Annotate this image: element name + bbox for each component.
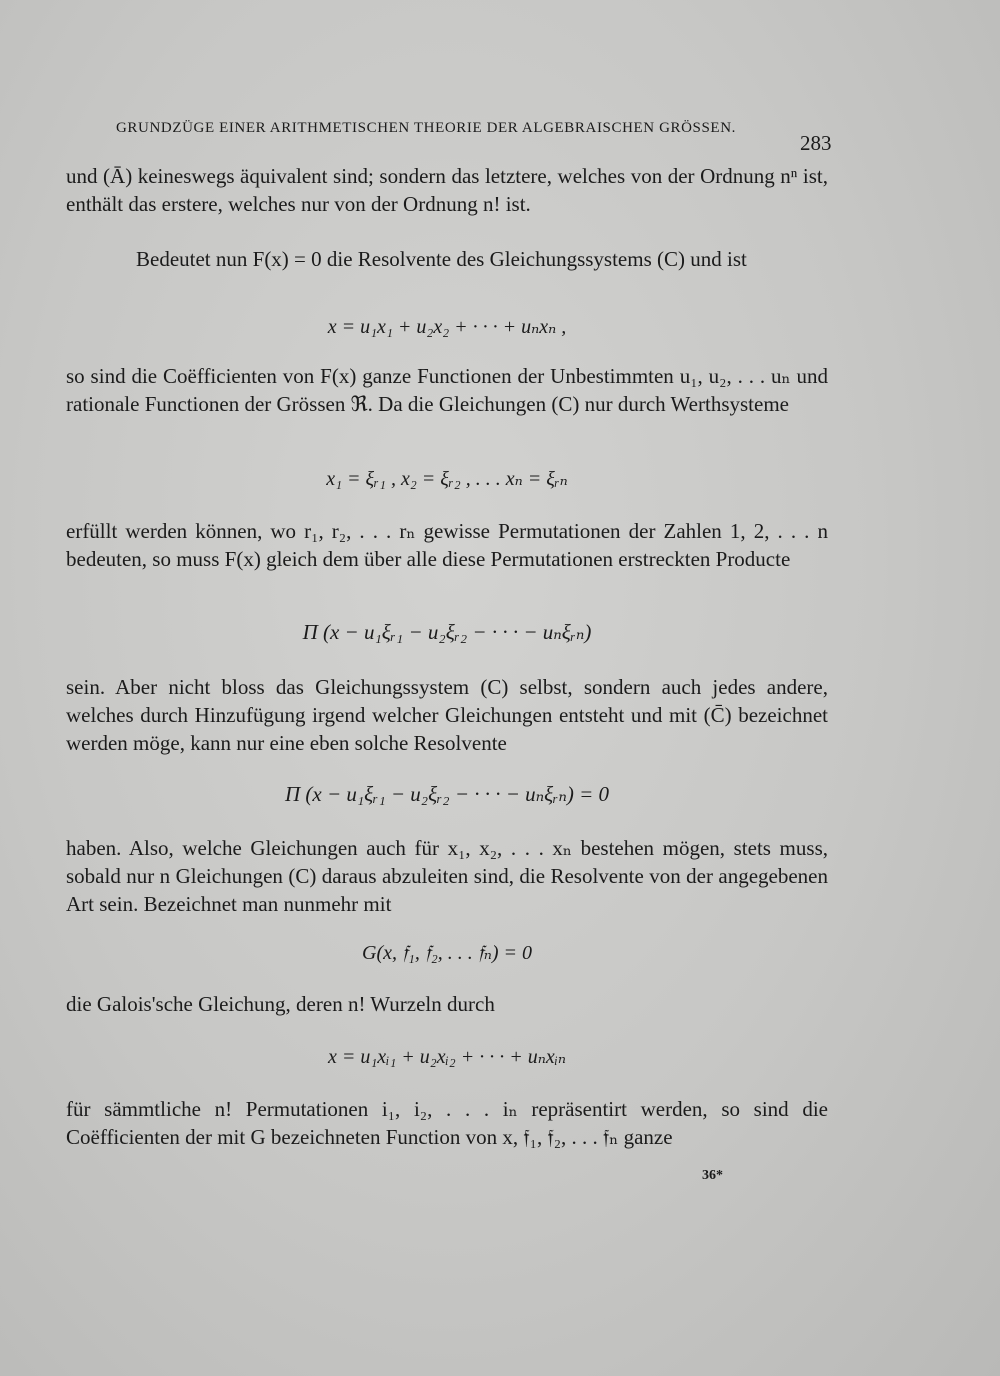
paragraph-4: erfüllt werden können, wo r₁, r₂, . . . rₙ gewisse Permutationen der Zahlen 1, 2, . . . n bedeuten, so muss F(x) gleich dem über alle diese Permutationen erstreckten Producte xyxy=(66,519,828,571)
paragraph-8: für sämmtliche n! Permutationen i₁, i₂, . . . iₙ repräsentirt werden, so sind die Coëfficienten der mit G bezeichneten Function von x, 𝔣₁, 𝔣₂, . . . 𝔣ₙ ganze xyxy=(66,1097,828,1149)
page-number: 283 xyxy=(800,131,832,155)
paragraph-7: die Galois'sche Gleichung, deren n! Wurzeln durch xyxy=(66,992,495,1016)
paragraph-3: so sind die Coëfficienten von F(x) ganze Functionen der Unbestimmten u₁, u₂, . . . uₙ und rationale Functionen der Grössen ℜ. Da die Gleichungen (C) nur durch Werthsysteme xyxy=(66,364,828,416)
signature-mark: 36* xyxy=(702,1168,723,1183)
paragraph-5: sein. Aber nicht bloss das Gleichungssystem (C) selbst, sondern auch jedes andere, welches durch Hinzufügung irgend welcher Gleichungen entsteht und mit (C̄) bezeichnet werden möge, kann nur eine eben solche Resolvente xyxy=(66,675,828,755)
equation-2: x₁ = ξᵣ₁ , x₂ = ξᵣ₂ , . . . xₙ = ξᵣₙ xyxy=(326,468,568,490)
equation-1: x = u₁x₁ + u₂x₂ + · · · + uₙxₙ , xyxy=(327,316,567,338)
equation-3: Π (x − u₁ξᵣ₁ − u₂ξᵣ₂ − · · · − uₙξᵣₙ) xyxy=(302,620,592,644)
paragraph-2: Bedeutet nun F(x) = 0 die Resolvente des Gleichungssystems (C) und ist xyxy=(136,247,747,271)
equation-4: Π (x − u₁ξᵣ₁ − u₂ξᵣ₂ − · · · − uₙξᵣₙ) = 0 xyxy=(284,782,610,806)
running-head: GRUNDZÜGE EINER ARITHMETISCHEN THEORIE DER ALGEBRAISCHEN GRÖSSEN. xyxy=(116,120,736,136)
paragraph-1: und (Ā) keineswegs äquivalent sind; sondern das letztere, welches von der Ordnung nⁿ ist, enthält das erstere, welches nur von der Ordnung n! ist. xyxy=(66,164,828,216)
equation-5: G(x, 𝔣₁, 𝔣₂, . . . 𝔣ₙ) = 0 xyxy=(362,942,532,964)
equation-6: x = u₁xᵢ₁ + u₂xᵢ₂ + · · · + uₙxᵢₙ xyxy=(327,1046,566,1068)
paragraph-6: haben. Also, welche Gleichungen auch für x₁, x₂, . . . xₙ bestehen mögen, stets muss, sobald nur n Gleichungen (C) daraus abzuleiten sind, die Resolvente von der angegebenen Art sein. Bezeichnet man nunmehr mit xyxy=(66,836,828,916)
